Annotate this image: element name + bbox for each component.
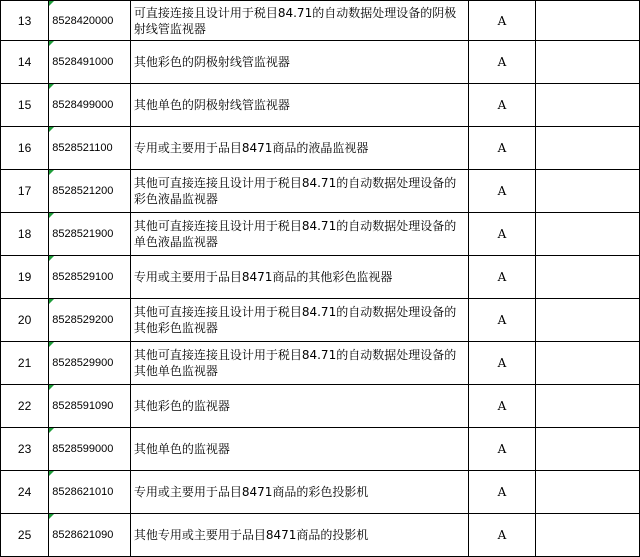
description-text: 其他彩色的监视器 [133,399,230,413]
grade-cell[interactable]: A [468,127,536,170]
empty-cell[interactable] [536,428,640,471]
table-row[interactable] [1,41,640,84]
hs-code-cell[interactable] [49,213,131,256]
empty-cell[interactable] [536,471,640,514]
hs-code-text: 8528521900 [52,228,114,240]
description-cell[interactable] [130,385,468,428]
grade-cell[interactable]: A [468,299,536,342]
empty-cell[interactable] [536,342,640,385]
grade-cell[interactable]: A [468,213,536,256]
green-triangle-icon [49,170,54,175]
description-text: 专用或主要用于品目8471商品的彩色投影机 [133,485,369,499]
description-cell[interactable] [130,428,468,471]
green-triangle-icon [49,514,54,519]
green-triangle-icon [49,299,54,304]
row-index-cell[interactable]: 24 [1,471,49,514]
table-body [1,1,640,557]
row-index-cell[interactable]: 23 [1,428,49,471]
hs-code-text: 8528529900 [52,357,114,369]
empty-cell[interactable] [536,41,640,84]
green-triangle-icon [49,256,54,261]
description-text: 专用或主要用于品目8471商品的其他彩色监视器 [133,270,393,284]
grade-cell[interactable]: A [468,342,536,385]
hs-code-text: 8528621090 [52,529,114,541]
description-cell[interactable] [130,299,468,342]
row-index-cell[interactable]: 13 [1,1,49,41]
hs-code-text: 8528621010 [52,486,114,498]
hs-code-text: 8528599000 [52,443,114,455]
hs-code-cell[interactable] [49,1,131,41]
empty-cell[interactable] [536,127,640,170]
hs-code-cell[interactable] [49,170,131,213]
row-index-cell[interactable]: 19 [1,256,49,299]
row-index-cell[interactable]: 14 [1,41,49,84]
table-row[interactable] [1,170,640,213]
description-cell[interactable] [130,127,468,170]
empty-cell[interactable] [536,385,640,428]
row-index-cell[interactable]: 25 [1,514,49,557]
green-triangle-icon [49,213,54,218]
grade-cell[interactable]: A [468,1,536,41]
table-row[interactable] [1,385,640,428]
hs-code-cell[interactable] [49,471,131,514]
hs-code-cell[interactable] [49,41,131,84]
description-cell[interactable] [130,256,468,299]
description-cell[interactable] [130,514,468,557]
description-cell[interactable] [130,41,468,84]
empty-cell[interactable] [536,170,640,213]
description-text: 其他专用或主要用于品目8471商品的投影机 [133,528,369,542]
green-triangle-icon [49,385,54,390]
row-index-cell[interactable]: 16 [1,127,49,170]
empty-cell[interactable] [536,1,640,41]
empty-cell[interactable] [536,514,640,557]
hs-code-text: 8528491000 [52,56,114,68]
description-text: 其他可直接连接且设计用于税目84.71的自动数据处理设备的彩色液晶监视器 [133,176,457,206]
description-text: 其他彩色的阴极射线管监视器 [133,55,290,69]
hs-code-cell[interactable] [49,342,131,385]
hs-code-text: 8528591090 [52,400,114,412]
table-row[interactable] [1,256,640,299]
description-cell[interactable] [130,1,468,41]
description-text: 其他可直接连接且设计用于税目84.71的自动数据处理设备的其他彩色监视器 [133,305,457,335]
empty-cell[interactable] [536,256,640,299]
table-row[interactable] [1,1,640,41]
description-text: 其他单色的阴极射线管监视器 [133,98,290,112]
grade-cell[interactable]: A [468,41,536,84]
green-triangle-icon [49,471,54,476]
green-triangle-icon [49,428,54,433]
grade-cell[interactable]: A [468,170,536,213]
row-index-cell[interactable]: 17 [1,170,49,213]
table-row[interactable] [1,213,640,256]
table-row[interactable] [1,428,640,471]
row-index-cell[interactable]: 18 [1,213,49,256]
table-row[interactable] [1,127,640,170]
green-triangle-icon [49,84,54,89]
hs-code-text: 8528529100 [52,271,114,283]
grade-cell[interactable]: A [468,471,536,514]
description-text: 其他可直接连接且设计用于税目84.71的自动数据处理设备的其他单色监视器 [133,348,457,378]
hs-code-cell[interactable] [49,514,131,557]
hs-code-cell[interactable] [49,84,131,127]
description-cell[interactable] [130,342,468,385]
grade-cell[interactable]: A [468,385,536,428]
hs-code-cell[interactable] [49,428,131,471]
row-index-cell[interactable]: 20 [1,299,49,342]
row-index-cell[interactable]: 22 [1,385,49,428]
hs-code-cell[interactable] [49,299,131,342]
green-triangle-icon [49,1,54,6]
table-row[interactable] [1,342,640,385]
table-row[interactable] [1,299,640,342]
description-text: 专用或主要用于品目8471商品的液晶监视器 [133,141,369,155]
table-row[interactable] [1,514,640,557]
row-index-cell[interactable]: 21 [1,342,49,385]
description-cell[interactable] [130,170,468,213]
empty-cell[interactable] [536,299,640,342]
hs-code-text: 8528529200 [52,314,114,326]
table-row[interactable] [1,84,640,127]
green-triangle-icon [49,342,54,347]
grade-cell[interactable]: A [468,84,536,127]
hs-code-cell[interactable] [49,256,131,299]
hs-code-text: 8528521200 [52,185,114,197]
table-row[interactable] [1,471,640,514]
green-triangle-icon [49,127,54,132]
description-text: 其他单色的监视器 [133,442,230,456]
hs-code-cell[interactable] [49,385,131,428]
empty-cell[interactable] [536,213,640,256]
hs-code-text: 8528521100 [52,142,113,154]
hs-code-text: 8528420000 [52,14,114,27]
green-triangle-icon [49,41,54,46]
description-text: 其他可直接连接且设计用于税目84.71的自动数据处理设备的单色液晶监视器 [133,219,457,249]
grade-cell[interactable]: A [468,256,536,299]
grade-cell[interactable]: A [468,514,536,557]
description-text: 可直接连接且设计用于税目84.71的自动数据处理设备的阴极射线管监视器 [133,5,457,36]
empty-cell[interactable] [536,84,640,127]
description-cell[interactable] [130,213,468,256]
description-cell[interactable] [130,471,468,514]
hs-code-text: 8528499000 [52,99,114,111]
row-index-cell[interactable]: 15 [1,84,49,127]
hs-code-cell[interactable] [49,127,131,170]
description-cell[interactable] [130,84,468,127]
grade-cell[interactable]: A [468,428,536,471]
